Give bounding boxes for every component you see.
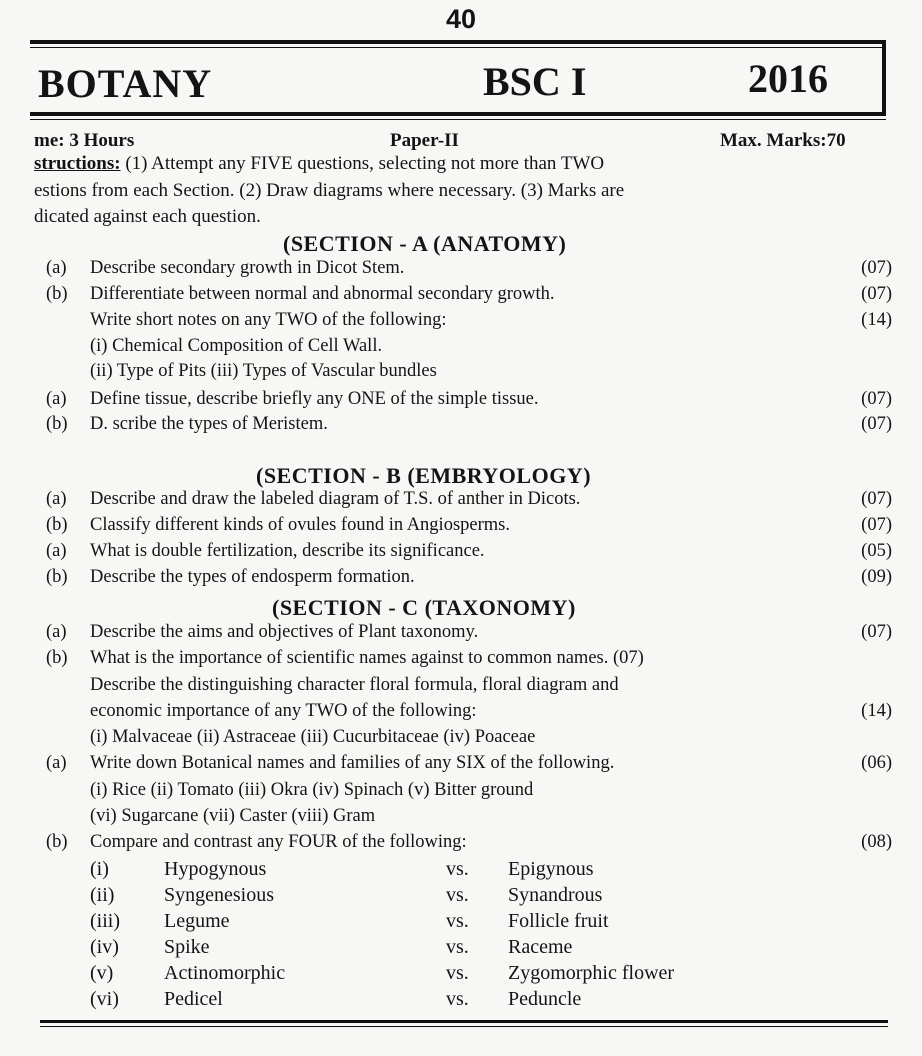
question-part-label: (b) bbox=[46, 648, 68, 668]
comparison-number: (iii) bbox=[90, 910, 120, 932]
class-label: BSC I bbox=[483, 59, 587, 104]
comparison-term-b: Zygomorphic flower bbox=[508, 962, 675, 984]
question-row bbox=[46, 414, 892, 440]
comparison-number: (i) bbox=[90, 858, 109, 880]
instructions-text-1: (1) Attempt any FIVE questions, selecting not more than TWO bbox=[120, 153, 605, 174]
header-bottom-rule-thin bbox=[30, 119, 886, 120]
comparison-vs: vs. bbox=[446, 858, 469, 880]
instructions-line-2: estions from each Section. (2) Draw diagrams where necessary. (3) Marks are bbox=[34, 180, 625, 201]
exam-time: me: 3 Hours bbox=[34, 130, 135, 151]
comparison-term-a: Actinomorphic bbox=[164, 962, 286, 984]
question-marks: (06) bbox=[861, 753, 892, 773]
comparison-term-b: Raceme bbox=[508, 936, 573, 958]
question-part-label: (a) bbox=[46, 389, 67, 409]
question-marks: (05) bbox=[861, 541, 892, 561]
comparison-term-b: Synandrous bbox=[508, 884, 603, 906]
comparison-term-b: Peduncle bbox=[508, 988, 582, 1010]
question-text: Compare and contrast any FOUR of the following: bbox=[90, 832, 467, 852]
instructions-line-1 bbox=[34, 153, 604, 175]
comparison-number: (v) bbox=[90, 962, 114, 984]
question-row bbox=[46, 361, 892, 387]
footer-rule bbox=[40, 1020, 888, 1023]
question-row bbox=[46, 284, 892, 310]
question-row bbox=[46, 515, 892, 541]
question-part-label: (a) bbox=[46, 541, 67, 561]
paper-label: Paper-II bbox=[390, 130, 459, 151]
comparison-row bbox=[90, 910, 690, 936]
question-marks: (07) bbox=[861, 258, 892, 278]
question-row bbox=[46, 336, 892, 362]
comparison-row bbox=[90, 858, 690, 884]
question-part-label: (a) bbox=[46, 622, 67, 642]
question-marks: (07) bbox=[861, 622, 892, 642]
comparison-vs: vs. bbox=[446, 962, 469, 984]
question-row bbox=[46, 675, 892, 701]
question-part-label: (a) bbox=[46, 258, 67, 278]
question-row bbox=[46, 780, 892, 806]
question-part-label: (b) bbox=[46, 284, 68, 304]
comparison-term-a: Hypogynous bbox=[164, 858, 267, 880]
question-text: What is the importance of scientific names against to common names. (07) bbox=[90, 648, 644, 668]
question-text: D. scribe the types of Meristem. bbox=[90, 414, 328, 434]
question-part-label: (b) bbox=[46, 515, 68, 535]
comparison-number: (vi) bbox=[90, 988, 119, 1010]
question-row bbox=[46, 489, 892, 515]
comparison-vs: vs. bbox=[446, 884, 469, 906]
section-b-title: (SECTION - B (EMBRYOLOGY) bbox=[256, 463, 592, 488]
question-marks: (07) bbox=[861, 489, 892, 509]
question-row bbox=[46, 541, 892, 567]
question-text: Write short notes on any TWO of the following: bbox=[90, 310, 447, 330]
question-text: (i) Malvaceae (ii) Astraceae (iii) Cucurbitaceae (iv) Poaceae bbox=[90, 727, 536, 747]
comparison-row bbox=[90, 884, 690, 910]
question-text: Write down Botanical names and families of any SIX of the following. bbox=[90, 753, 615, 773]
question-marks: (07) bbox=[861, 284, 892, 304]
exam-year: 2016 bbox=[748, 56, 828, 101]
question-part-label: (a) bbox=[46, 489, 67, 509]
subject-title: BOTANY bbox=[38, 61, 213, 106]
question-marks: (07) bbox=[861, 414, 892, 434]
comparison-term-a: Pedicel bbox=[164, 988, 223, 1010]
question-text: economic importance of any TWO of the following: bbox=[90, 701, 477, 721]
comparison-vs: vs. bbox=[446, 936, 469, 958]
header-bottom-rule bbox=[30, 112, 886, 116]
question-marks: (07) bbox=[861, 389, 892, 409]
question-text: Describe the types of endosperm formation. bbox=[90, 567, 415, 587]
question-text: Classify different kinds of ovules found in Angiosperms. bbox=[90, 515, 510, 535]
page-number: 40 bbox=[445, 4, 477, 34]
question-part-label: (a) bbox=[46, 753, 67, 773]
question-text: Describe the distinguishing character floral formula, floral diagram and bbox=[90, 675, 619, 695]
comparison-vs: vs. bbox=[446, 988, 469, 1010]
comparison-number: (ii) bbox=[90, 884, 115, 906]
comparison-term-a: Spike bbox=[164, 936, 210, 958]
question-text: (i) Rice (ii) Tomato (iii) Okra (iv) Spinach (v) Bitter ground bbox=[90, 780, 534, 800]
question-text: (i) Chemical Composition of Cell Wall. bbox=[90, 336, 383, 356]
question-row bbox=[46, 258, 892, 284]
question-text: Define tissue, describe briefly any ONE of the simple tissue. bbox=[90, 389, 539, 409]
instructions-line-3: dicated against each question. bbox=[34, 206, 261, 227]
comparison-term-a: Syngenesious bbox=[164, 884, 274, 906]
question-text: What is double fertilization, describe its significance. bbox=[90, 541, 485, 561]
footer-rule-thin bbox=[40, 1026, 888, 1027]
question-row bbox=[46, 727, 892, 753]
question-row bbox=[46, 806, 892, 832]
comparison-row bbox=[90, 962, 690, 988]
question-row bbox=[46, 389, 892, 415]
question-row bbox=[46, 567, 892, 593]
max-marks: Max. Marks:70 bbox=[720, 130, 846, 151]
question-marks: (14) bbox=[861, 310, 892, 330]
question-marks: (08) bbox=[861, 832, 892, 852]
question-row bbox=[46, 701, 892, 727]
comparison-row bbox=[90, 936, 690, 962]
question-row bbox=[46, 753, 892, 779]
question-row bbox=[46, 832, 892, 858]
question-text: (ii) Type of Pits (iii) Types of Vascular bundles bbox=[90, 361, 437, 381]
question-text: Describe the aims and objectives of Plant taxonomy. bbox=[90, 622, 479, 642]
instructions-label: structions: bbox=[34, 153, 121, 174]
section-a-title: (SECTION - A (ANATOMY) bbox=[283, 231, 567, 256]
comparison-row bbox=[90, 988, 690, 1014]
question-part-label: (b) bbox=[46, 567, 68, 587]
section-c-title: (SECTION - C (TAXONOMY) bbox=[272, 595, 576, 620]
question-part-label: (b) bbox=[46, 414, 68, 434]
comparison-vs: vs. bbox=[446, 910, 469, 932]
comparison-term-a: Legume bbox=[164, 910, 230, 932]
question-text: Describe and draw the labeled diagram of T.S. of anther in Dicots. bbox=[90, 489, 581, 509]
comparison-term-b: Follicle fruit bbox=[508, 910, 609, 932]
comparison-term-b: Epigynous bbox=[508, 858, 594, 880]
question-row bbox=[46, 310, 892, 336]
question-text: Differentiate between normal and abnormal secondary growth. bbox=[90, 284, 555, 304]
comparison-number: (iv) bbox=[90, 936, 119, 958]
question-row bbox=[46, 622, 892, 648]
question-text: Describe secondary growth in Dicot Stem. bbox=[90, 258, 405, 278]
question-marks: (07) bbox=[861, 515, 892, 535]
question-marks: (14) bbox=[861, 701, 892, 721]
question-marks: (09) bbox=[861, 567, 892, 587]
question-part-label: (b) bbox=[46, 832, 68, 852]
question-row bbox=[46, 648, 892, 674]
question-text: (vi) Sugarcane (vii) Caster (viii) Gram bbox=[90, 806, 376, 826]
